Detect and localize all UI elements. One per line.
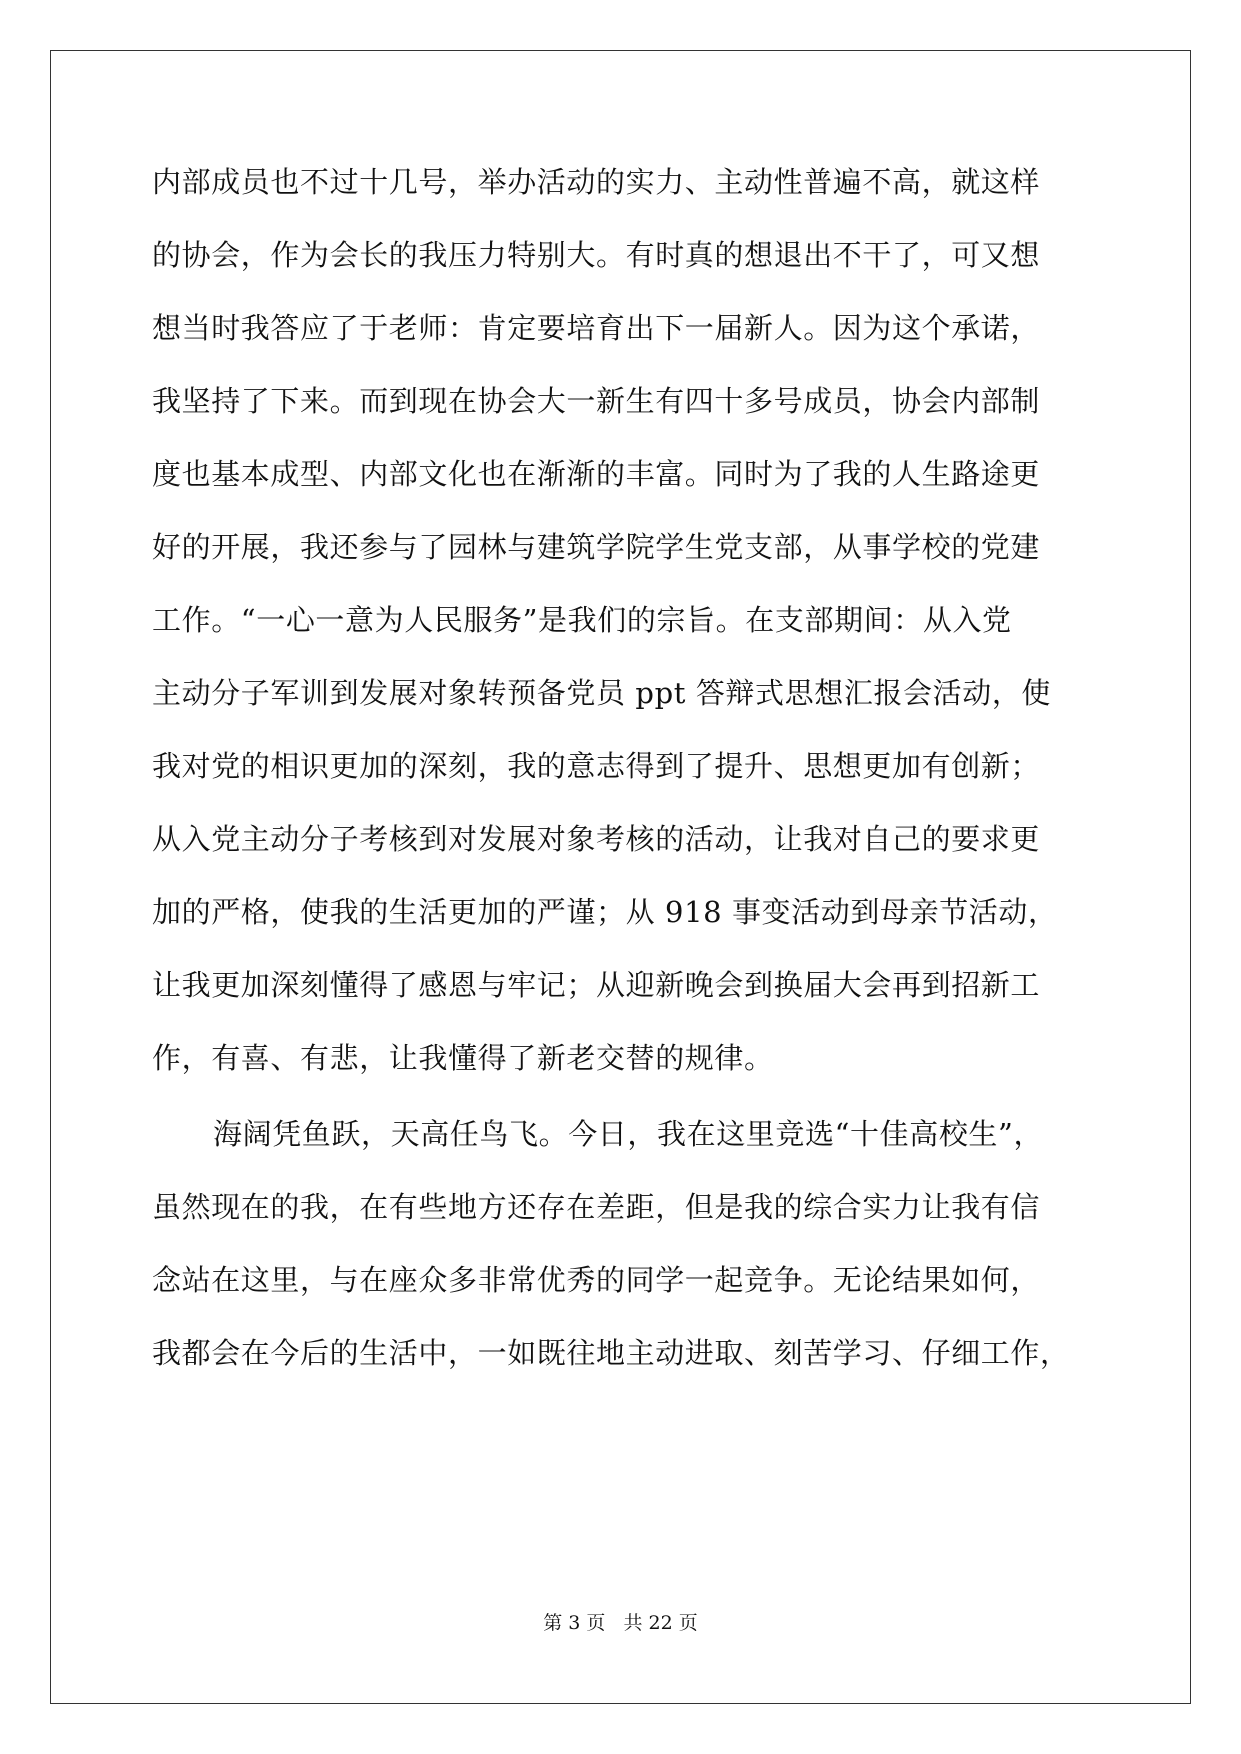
paragraph-line: 想当时我答应了于老师：肯定要培育出下一届新人。因为这个承诺， <box>152 311 1041 345</box>
paragraph-line: 让我更加深刻懂得了感恩与牢记；从迎新晚会到换届大会再到招新工 <box>152 968 1041 1002</box>
page-number-footer: 第 3 页 共 22 页 <box>543 1612 698 1634</box>
paragraph-line: 的协会，作为会长的我压力特别大。有时真的想退出不干了，可又想 <box>152 238 1041 272</box>
paragraph-line: 我对党的相识更加的深刻，我的意志得到了提升、思想更加有创新； <box>152 749 1041 783</box>
paragraph-line: 工作。“一心一意为人民服务”是我们的宗旨。在支部期间：从入党 <box>152 603 1012 637</box>
page-border <box>50 50 1191 1704</box>
paragraph-line: 作，有喜、有悲，让我懂得了新老交替的规律。 <box>152 1041 774 1075</box>
paragraph-line: 度也基本成型、内部文化也在渐渐的丰富。同时为了我的人生路途更 <box>152 457 1041 491</box>
paragraph-line: 我坚持了下来。而到现在协会大一新生有四十多号成员，协会内部制 <box>152 384 1041 418</box>
paragraph-line: 虽然现在的我，在有些地方还存在差距，但是我的综合实力让我有信 <box>152 1190 1041 1224</box>
paragraph-line-indented: 海阔凭鱼跃，天高任鸟飞。今日，我在这里竞选“十佳高校生”， <box>213 1117 1044 1151</box>
paragraph-line: 我都会在今后的生活中，一如既往地主动进取、刻苦学习、仔细工作， <box>152 1336 1070 1370</box>
paragraph-line: 主动分子军训到发展对象转预备党员 ppt 答辩式思想汇报会活动，使 <box>152 676 1052 710</box>
paragraph-line: 念站在这里，与在座众多非常优秀的同学一起竞争。无论结果如何， <box>152 1263 1041 1297</box>
paragraph-line: 从入党主动分子考核到对发展对象考核的活动，让我对自己的要求更 <box>152 822 1041 856</box>
paragraph-line: 加的严格，使我的生活更加的严谨；从 918 事变活动到母亲节活动， <box>152 895 1058 929</box>
paragraph-line: 好的开展，我还参与了园林与建筑学院学生党支部，从事学校的党建 <box>152 530 1041 564</box>
paragraph-line: 内部成员也不过十几号，举办活动的实力、主动性普遍不高，就这样 <box>152 165 1041 199</box>
